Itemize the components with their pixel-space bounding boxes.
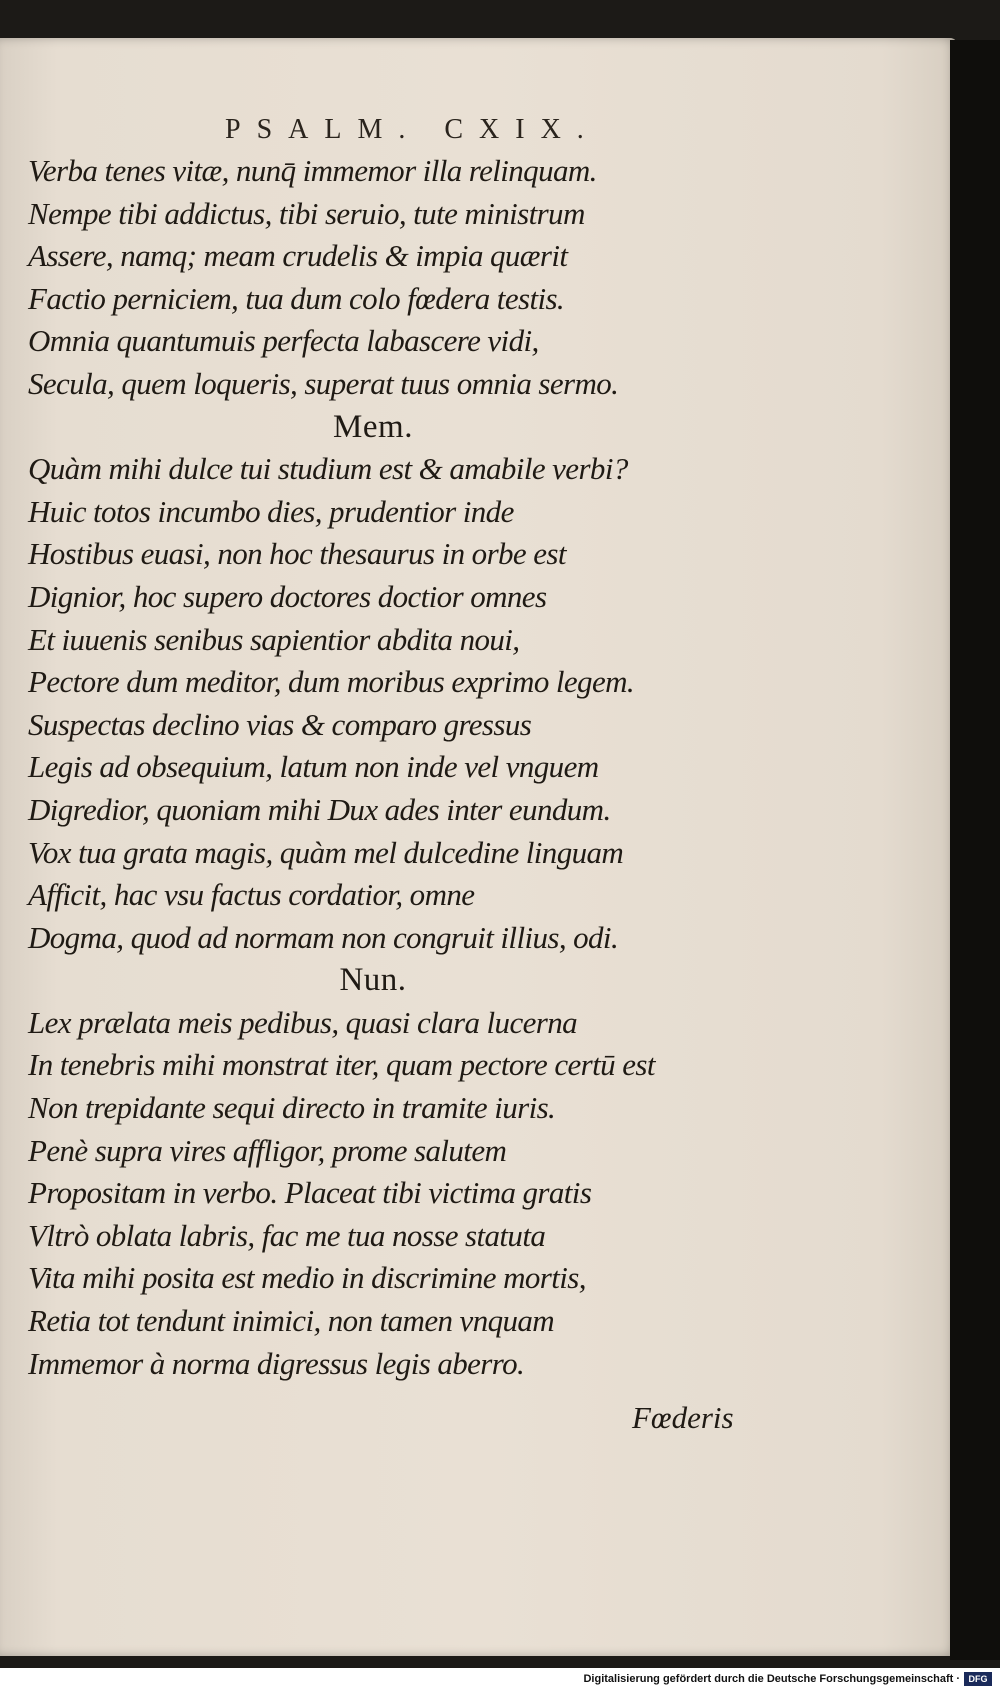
verse-line: Huic totos incumbo dies, prudentior inde bbox=[28, 493, 514, 529]
verse-line: Retia tot tendunt inimici, non tamen vnquam bbox=[28, 1303, 555, 1339]
verse-line: Suspectas declino vias & comparo gressus bbox=[28, 706, 532, 742]
page-edge-shadow bbox=[950, 40, 1000, 1660]
section-heading: Mem. bbox=[333, 408, 413, 445]
page-header: PSALM. CXIX. bbox=[225, 114, 600, 145]
verse-line: Lex prælata meis pedibus, quasi clara lucerna bbox=[28, 1004, 578, 1040]
verse-line: In tenebris mihi monstrat iter, quam pectore certū est bbox=[28, 1047, 655, 1083]
footer-bar bbox=[0, 1668, 1000, 1691]
verse-line: Hostibus euasi, non hoc thesaurus in orbe est bbox=[28, 536, 566, 572]
verse-line: Factio perniciem, tua dum colo fœdera testis. bbox=[28, 280, 565, 316]
verse-line: Omnia quantumuis perfecta labascere vidi, bbox=[28, 323, 539, 359]
catchword: Fœderis bbox=[632, 1400, 734, 1435]
section-heading: Nun. bbox=[339, 962, 407, 999]
verse-line: Penè supra vires affligor, prome salutem bbox=[28, 1132, 507, 1168]
verse-line: Immemor à norma digressus legis aberro. bbox=[28, 1345, 525, 1381]
verse-line: Dignior, hoc supero doctores doctior omnes bbox=[28, 578, 547, 614]
verse-line: Digredior, quoniam mihi Dux ades inter eundum. bbox=[28, 791, 611, 827]
verse-line: Verba tenes vitæ, nunq̄ immemor illa relinquam. bbox=[28, 153, 597, 188]
verse-line: Propositam in verbo. Placeat tibi victima gratis bbox=[28, 1175, 592, 1211]
verse-line: Secula, quem loqueris, superat tuus omnia sermo. bbox=[28, 365, 619, 401]
dfg-logo-icon: DFG bbox=[964, 1672, 992, 1686]
verse-line: Legis ad obsequium, latum non inde vel vnguem bbox=[28, 749, 599, 785]
verse-line: Afficit, hac vsu factus cordatior, omne bbox=[28, 877, 475, 913]
verse-line: Vox tua grata magis, quàm mel dulcedine linguam bbox=[28, 834, 624, 870]
verse-line: Vita mihi posita est medio in discrimine mortis, bbox=[28, 1260, 586, 1296]
verse-line: Et iuuenis senibus sapientior abdita noui, bbox=[28, 621, 520, 657]
verse-line: Vltrò oblata labris, fac me tua nosse statuta bbox=[28, 1217, 546, 1253]
verse-line: Pectore dum meditor, dum moribus exprimo legem. bbox=[28, 664, 635, 700]
verse-body bbox=[28, 150, 758, 1385]
verse-line: Dogma, quod ad normam non congruit illius, odi. bbox=[28, 919, 619, 955]
footer-credit: Digitalisierung gefördert durch die Deutsche Forschungsgemeinschaft · bbox=[583, 1673, 960, 1685]
verse-line: Assere, namq; meam crudelis & impia quærit bbox=[28, 238, 568, 274]
verse-line: Quàm mihi dulce tui studium est & amabile verbi? bbox=[28, 451, 628, 487]
verse-line: Nempe tibi addictus, tibi seruio, tute ministrum bbox=[28, 195, 585, 231]
verse-line: Non trepidante sequi directo in tramite iuris. bbox=[28, 1090, 556, 1126]
